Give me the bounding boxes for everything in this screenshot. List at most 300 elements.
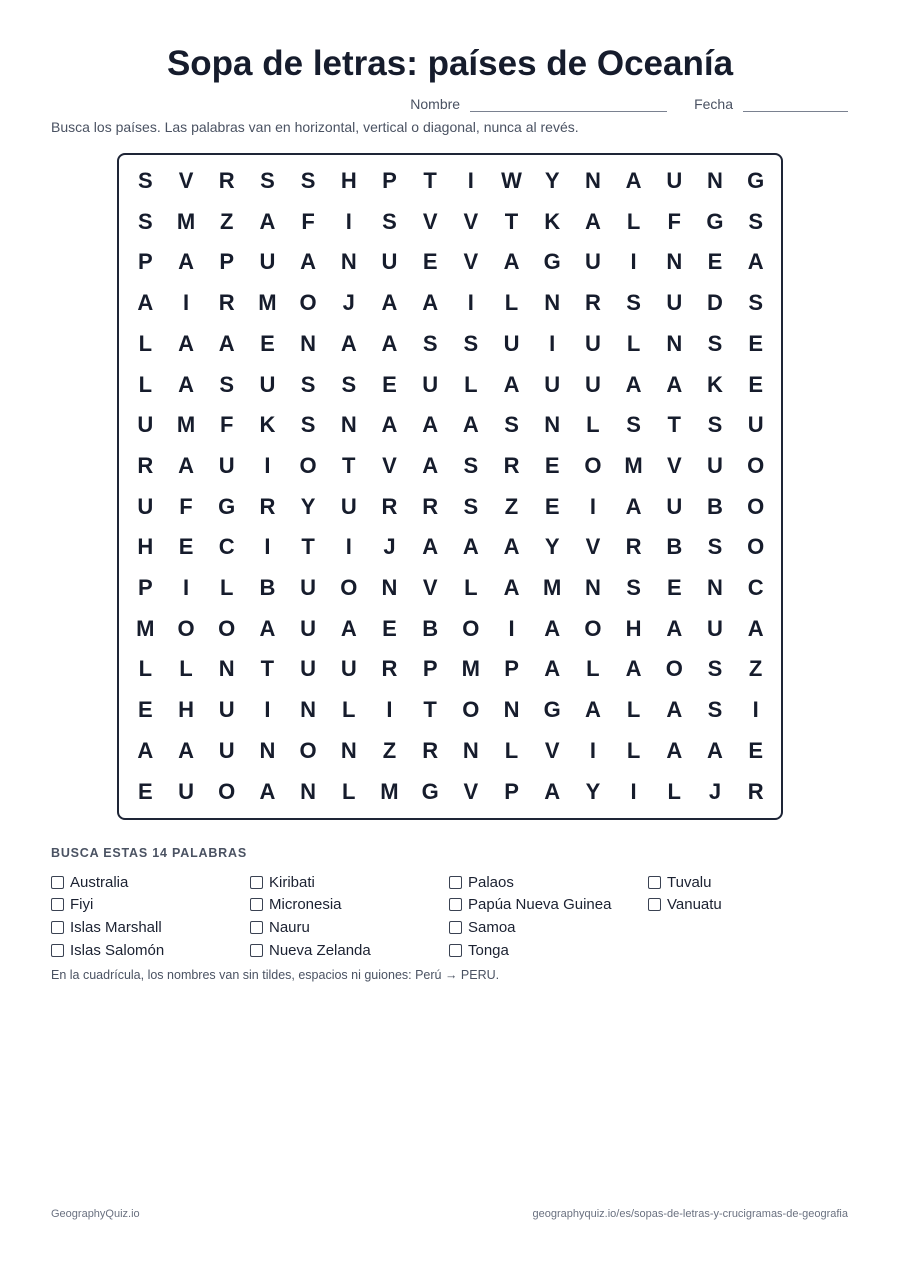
grid-cell[interactable]: U	[218, 697, 235, 723]
grid-cell[interactable]: Y	[585, 778, 601, 804]
grid-cell[interactable]: U	[422, 371, 439, 397]
grid-cell[interactable]: S	[748, 208, 763, 234]
grid-cell[interactable]: S	[341, 371, 357, 397]
grid-cell[interactable]: A	[381, 290, 398, 316]
grid-cell[interactable]: T	[423, 168, 437, 193]
grid-cell[interactable]: O	[747, 452, 765, 478]
grid-cell[interactable]: A	[625, 371, 642, 397]
grid-cell[interactable]: S	[138, 168, 153, 193]
grid-cell[interactable]: A	[625, 656, 642, 682]
grid-cell[interactable]: J	[383, 534, 396, 560]
word-item	[250, 916, 449, 939]
grid-cell[interactable]: I	[264, 697, 271, 723]
grid-cell[interactable]: U	[300, 575, 317, 600]
grid-cell[interactable]: A	[259, 778, 276, 804]
grid-cell[interactable]: P	[219, 249, 235, 275]
grid-cell[interactable]: A	[503, 371, 520, 397]
grid-cell[interactable]: N	[381, 575, 398, 600]
grid-cell[interactable]: U	[707, 452, 723, 478]
grid-cell[interactable]: I	[264, 534, 271, 560]
grid-cell[interactable]: S	[463, 452, 479, 478]
grid-cell[interactable]: L	[626, 737, 641, 763]
grid-cell[interactable]: A	[340, 615, 357, 641]
word-checkbox[interactable]	[51, 876, 64, 889]
word-label: Micronesia	[269, 896, 342, 914]
grid-cell[interactable]: V	[463, 249, 479, 275]
grid-cell[interactable]: V	[463, 778, 479, 804]
word-label: Islas Salomón	[70, 941, 165, 959]
grid-cell[interactable]: F	[179, 493, 193, 519]
footer-brand: GeographyQuiz.io	[51, 1208, 140, 1220]
grid-cell[interactable]: I	[467, 168, 474, 193]
grid-cell[interactable]: S	[626, 290, 641, 316]
grid-cell[interactable]: A	[178, 737, 194, 763]
grid-cell[interactable]: T	[260, 656, 275, 682]
grid-cell[interactable]: O	[177, 615, 195, 641]
grid-cell[interactable]: J	[708, 778, 722, 804]
word-label: Palaos	[468, 873, 514, 891]
grid-cell[interactable]: R	[422, 493, 439, 519]
grid-cell[interactable]: A	[584, 208, 601, 234]
grid-cell[interactable]: B	[422, 615, 439, 641]
grid-cell[interactable]: A	[584, 697, 601, 723]
grid-cell[interactable]: S	[382, 208, 397, 234]
grid-cell[interactable]: R	[503, 452, 520, 478]
grid-cell[interactable]: N	[584, 168, 601, 193]
grid-cell[interactable]: A	[462, 412, 479, 438]
grid-cell[interactable]: E	[748, 737, 763, 763]
grid-cell[interactable]: E	[544, 493, 560, 519]
grid-cell[interactable]: V	[178, 168, 194, 193]
grid-cell[interactable]: N	[340, 737, 357, 763]
word-checkbox[interactable]	[250, 898, 263, 911]
grid-cell[interactable]: L	[179, 656, 193, 682]
fecha-field[interactable]	[743, 96, 848, 112]
grid-cell[interactable]: A	[625, 493, 642, 519]
grid-row	[125, 772, 776, 812]
word-checkbox[interactable]	[250, 944, 263, 957]
grid-cell[interactable]: R	[747, 778, 764, 804]
grid-cell[interactable]: R	[584, 290, 601, 316]
grid-row	[125, 405, 776, 445]
grid-cell[interactable]: P	[504, 656, 519, 682]
grid-cell[interactable]: L	[626, 208, 641, 234]
grid-cell[interactable]: U	[259, 249, 276, 275]
grid-cell[interactable]: M	[380, 778, 399, 804]
grid-cell[interactable]: V	[382, 452, 397, 478]
grid-cell[interactable]: A	[707, 737, 723, 763]
grid-cell[interactable]: I	[508, 615, 515, 641]
grid-cell[interactable]: M	[176, 208, 196, 234]
grid-cell[interactable]: E	[748, 371, 763, 397]
word-item	[250, 894, 449, 917]
grid-cell[interactable]: H	[137, 534, 154, 560]
grid-cell[interactable]: A	[300, 249, 317, 275]
grid-cell[interactable]: U	[340, 656, 357, 682]
grid-cell[interactable]: O	[299, 737, 317, 763]
grid-cell[interactable]: A	[259, 615, 276, 641]
grid-cell[interactable]: U	[300, 656, 317, 682]
grid-cell[interactable]: V	[463, 208, 479, 234]
grid-cell[interactable]: E	[422, 249, 438, 275]
grid-cell[interactable]: P	[382, 168, 397, 193]
grid-cell[interactable]: S	[707, 656, 723, 682]
grid-cell[interactable]: A	[503, 534, 520, 560]
grid-cell[interactable]: P	[138, 575, 153, 600]
grid-cell[interactable]: J	[342, 290, 355, 316]
grid-cell[interactable]: P	[138, 249, 153, 275]
grid-cell[interactable]: N	[462, 737, 479, 763]
grid-cell[interactable]: G	[218, 493, 236, 519]
grid-cell[interactable]: O	[218, 615, 236, 641]
grid-cell[interactable]: O	[584, 452, 602, 478]
grid-cell[interactable]: T	[423, 697, 437, 723]
grid-cell[interactable]: O	[299, 290, 317, 316]
grid-cell[interactable]: T	[342, 452, 356, 478]
grid-cell[interactable]: H	[178, 697, 194, 723]
grid-cell[interactable]: M	[543, 575, 562, 600]
grid-cell[interactable]: R	[137, 452, 154, 478]
grid-cell[interactable]: L	[586, 412, 600, 438]
grid-cell[interactable]: L	[464, 575, 478, 600]
grid-cell[interactable]: U	[584, 249, 601, 275]
grid-cell[interactable]: I	[386, 697, 393, 723]
grid-cell[interactable]: G	[543, 697, 561, 723]
grid-cell[interactable]: A	[747, 249, 764, 275]
grid-cell[interactable]: N	[584, 575, 601, 600]
grid-cell[interactable]: A	[178, 330, 194, 356]
grid-cell[interactable]: P	[422, 656, 438, 682]
word-checkbox[interactable]	[449, 898, 462, 911]
grid-cell[interactable]: E	[382, 615, 397, 641]
grid-cell[interactable]: S	[463, 493, 479, 519]
grid-cell[interactable]: U	[300, 615, 317, 641]
grid-cell[interactable]: A	[137, 737, 154, 763]
grid-cell[interactable]: A	[544, 778, 561, 804]
grid-cell[interactable]: V	[422, 575, 438, 600]
grid-cell[interactable]: U	[666, 493, 683, 519]
grid-cell[interactable]: A	[544, 656, 561, 682]
grid-cell[interactable]: A	[178, 452, 194, 478]
grid-cell[interactable]: A	[503, 575, 520, 600]
grid-cell[interactable]: L	[464, 371, 478, 397]
grid-cell[interactable]: R	[381, 656, 398, 682]
grid-row	[125, 527, 776, 567]
grid-cell[interactable]: I	[589, 737, 596, 763]
grid-cell[interactable]: U	[137, 493, 154, 519]
grid-cell[interactable]: F	[219, 412, 234, 438]
grid-cell[interactable]: O	[665, 656, 683, 682]
nombre-label: Nombre	[410, 96, 461, 112]
grid-cell[interactable]: A	[422, 290, 439, 316]
grid-cell[interactable]: O	[747, 493, 765, 519]
grid-cell[interactable]: L	[219, 575, 234, 600]
grid-cell[interactable]: I	[752, 697, 759, 723]
grid-cell[interactable]: I	[182, 290, 190, 316]
grid-cell[interactable]: T	[504, 208, 519, 234]
grid-cell[interactable]: P	[504, 778, 519, 804]
grid-cell[interactable]: S	[748, 290, 763, 316]
grid-cell[interactable]: O	[462, 697, 480, 723]
grid-cell[interactable]: I	[345, 208, 352, 234]
grid-cell[interactable]: U	[747, 412, 764, 438]
grid-cell[interactable]: B	[259, 575, 276, 600]
grid-cell[interactable]: A	[462, 534, 479, 560]
grid-cell[interactable]: N	[340, 412, 357, 438]
grid-cell[interactable]: N	[340, 249, 357, 275]
grid-cell[interactable]: A	[666, 737, 683, 763]
grid-cell[interactable]: S	[707, 412, 723, 438]
grid-cell[interactable]: A	[544, 615, 561, 641]
grid-cell[interactable]: A	[666, 615, 683, 641]
grid-cell[interactable]: E	[544, 452, 560, 478]
nombre-field[interactable]	[470, 96, 667, 112]
grid-cell[interactable]: G	[421, 778, 439, 804]
grid-cell[interactable]: B	[707, 493, 723, 519]
word-label: Islas Marshall	[70, 918, 162, 936]
word-item	[449, 871, 648, 894]
grid-cell[interactable]: R	[218, 290, 235, 316]
grid-cell[interactable]: O	[584, 615, 602, 641]
grid-cell[interactable]: I	[264, 452, 271, 478]
grid-cell[interactable]: N	[707, 575, 723, 600]
grid-cell[interactable]: V	[544, 737, 560, 763]
grid-cell[interactable]: U	[666, 168, 683, 193]
grid-cell[interactable]: U	[218, 737, 235, 763]
grid-cell[interactable]: O	[299, 452, 317, 478]
grid-note: En la cuadrícula, los nombres van sin tildes, espacios ni guiones: Perú → PERU.	[51, 968, 500, 982]
grid-cell[interactable]: L	[138, 371, 153, 397]
word-label: Tuvalu	[667, 873, 712, 891]
grid-cell[interactable]: N	[666, 330, 683, 356]
grid-cell[interactable]: E	[178, 534, 194, 560]
grid-cell[interactable]: M	[624, 452, 643, 478]
grid-cell[interactable]: D	[707, 290, 723, 316]
grid-cell[interactable]: H	[340, 168, 357, 193]
word-list	[51, 871, 851, 963]
word-checkbox[interactable]	[51, 921, 64, 934]
grid-cell[interactable]: A	[666, 697, 683, 723]
grid-cell[interactable]: A	[340, 330, 357, 356]
grid-cell[interactable]: N	[544, 412, 561, 438]
grid-cell[interactable]: A	[259, 208, 276, 234]
grid-cell[interactable]: M	[461, 656, 480, 682]
grid-cell[interactable]: M	[258, 290, 277, 316]
word-item	[51, 894, 250, 917]
grid-cell[interactable]: U	[218, 452, 235, 478]
grid-row	[125, 161, 776, 201]
grid-cell[interactable]: L	[138, 656, 153, 682]
grid-cell[interactable]: N	[218, 656, 235, 682]
word-checkbox[interactable]	[250, 876, 263, 889]
grid-cell[interactable]: N	[259, 737, 276, 763]
grid-cell[interactable]: L	[586, 656, 600, 682]
grid-cell[interactable]: S	[504, 412, 519, 438]
grid-cell[interactable]: A	[137, 290, 154, 316]
grid-cell[interactable]: Z	[748, 656, 763, 682]
grid-cell[interactable]: I	[467, 290, 474, 316]
grid-row	[125, 609, 776, 649]
grid-cell[interactable]: S	[626, 575, 641, 600]
grid-cell[interactable]: C	[218, 534, 235, 560]
grid-cell[interactable]: M	[176, 412, 196, 438]
word-label: Kiribati	[269, 873, 315, 891]
grid-cell[interactable]: O	[340, 575, 358, 600]
grid-cell[interactable]: Z	[219, 208, 234, 234]
grid-cell[interactable]: Y	[544, 534, 560, 560]
grid-cell[interactable]: L	[342, 778, 356, 804]
grid-cell[interactable]: B	[666, 534, 683, 560]
grid-cell[interactable]: N	[707, 168, 723, 193]
grid-cell[interactable]: U	[666, 290, 683, 316]
grid-cell[interactable]: V	[666, 452, 682, 478]
grid-cell[interactable]: A	[178, 249, 194, 275]
grid-cell[interactable]: T	[301, 534, 315, 560]
grid-cell[interactable]: S	[463, 330, 479, 356]
grid-cell[interactable]: A	[422, 452, 439, 478]
grid-cell[interactable]: O	[747, 534, 765, 560]
grid-cell[interactable]: N	[503, 697, 520, 723]
grid-cell[interactable]: U	[503, 330, 520, 356]
grid-cell[interactable]: A	[218, 330, 235, 356]
word-checkbox[interactable]	[449, 876, 462, 889]
grid-cell[interactable]: I	[589, 493, 596, 519]
grid-row	[125, 649, 776, 689]
grid-cell[interactable]: T	[667, 412, 681, 438]
grid-cell[interactable]: A	[422, 534, 439, 560]
grid-cell[interactable]: O	[462, 615, 480, 641]
grid-cell[interactable]: Z	[382, 737, 397, 763]
word-checkbox[interactable]	[449, 944, 462, 957]
grid-cell[interactable]: W	[501, 168, 522, 193]
grid-cell[interactable]: G	[706, 208, 724, 234]
grid-cell[interactable]: A	[381, 330, 398, 356]
grid-cell[interactable]: O	[218, 778, 236, 804]
grid-cell[interactable]: U	[707, 615, 723, 641]
grid-cell[interactable]: N	[544, 290, 561, 316]
grid-cell[interactable]: K	[707, 371, 723, 397]
grid-cell[interactable]: A	[666, 371, 683, 397]
word-label: Papúa Nueva Guinea	[468, 896, 612, 914]
grid-cell[interactable]: S	[260, 168, 275, 193]
grid-cell[interactable]: V	[422, 208, 438, 234]
grid-cell[interactable]: L	[667, 778, 681, 804]
grid-cell[interactable]: L	[626, 697, 641, 723]
word-checkbox[interactable]	[648, 898, 661, 911]
grid-cell[interactable]: N	[300, 778, 317, 804]
word-checkbox[interactable]	[648, 876, 661, 889]
grid-cell[interactable]: R	[259, 493, 276, 519]
grid-cell[interactable]: E	[138, 697, 153, 723]
grid-cell[interactable]: G	[543, 249, 561, 275]
grid-cell[interactable]: E	[748, 330, 763, 356]
grid-cell[interactable]: E	[260, 330, 275, 356]
grid-cell[interactable]: U	[137, 412, 154, 438]
grid-cell[interactable]: I	[630, 249, 637, 275]
grid-cell[interactable]: H	[625, 615, 642, 641]
grid-cell[interactable]: R	[422, 737, 439, 763]
grid-cell[interactable]: U	[584, 330, 601, 356]
grid-cell[interactable]: U	[259, 371, 276, 397]
word-item	[51, 916, 250, 939]
grid-cell[interactable]: U	[340, 493, 357, 519]
word-item	[449, 939, 648, 962]
grid-cell[interactable]: A	[381, 412, 398, 438]
grid-cell[interactable]: L	[342, 697, 356, 723]
grid-cell[interactable]: A	[178, 371, 194, 397]
grid-cell[interactable]: L	[626, 330, 641, 356]
grid-cell[interactable]: I	[345, 534, 352, 560]
grid-cell[interactable]: N	[300, 697, 317, 723]
grid-cell[interactable]: E	[707, 249, 723, 275]
word-label: Fiyi	[70, 896, 94, 914]
grid-cell[interactable]: S	[138, 208, 153, 234]
grid-cell[interactable]: S	[626, 412, 641, 438]
grid-cell[interactable]: I	[549, 330, 556, 356]
grid-cell[interactable]: R	[218, 168, 235, 193]
grid-cell[interactable]: C	[747, 575, 764, 600]
word-label: Tonga	[468, 941, 509, 959]
grid-cell[interactable]: A	[422, 412, 439, 438]
grid-cell[interactable]: R	[381, 493, 398, 519]
grid-cell[interactable]: S	[300, 371, 316, 397]
grid-cell[interactable]: V	[585, 534, 601, 560]
grid-cell[interactable]: I	[630, 778, 637, 804]
grid-cell[interactable]: A	[747, 615, 764, 641]
grid-cell[interactable]: L	[504, 737, 519, 763]
grid-cell[interactable]: S	[300, 168, 316, 193]
grid-cell[interactable]: N	[666, 249, 683, 275]
grid-cell[interactable]: E	[666, 575, 682, 600]
word-checkbox[interactable]	[51, 944, 64, 957]
grid-cell[interactable]: S	[707, 534, 723, 560]
grid-cell[interactable]: K	[544, 208, 561, 234]
grid-cell[interactable]: E	[382, 371, 397, 397]
grid-cell[interactable]: Y	[300, 493, 316, 519]
grid-cell[interactable]: R	[625, 534, 642, 560]
grid-cell[interactable]: S	[422, 330, 438, 356]
grid-cell[interactable]: Y	[544, 168, 560, 193]
grid-cell[interactable]: U	[381, 249, 398, 275]
grid-cell[interactable]: S	[707, 330, 723, 356]
word-checkbox[interactable]	[250, 921, 263, 934]
grid-cell[interactable]: S	[219, 371, 235, 397]
grid-cell[interactable]: L	[504, 290, 519, 316]
grid-cell[interactable]: F	[301, 208, 315, 234]
word-checkbox[interactable]	[51, 898, 64, 911]
grid-cell[interactable]: U	[544, 371, 561, 397]
word-search-grid	[117, 153, 783, 820]
grid-row	[125, 568, 776, 608]
grid-cell[interactable]: L	[138, 330, 153, 356]
grid-cell[interactable]: A	[503, 249, 520, 275]
grid-cell[interactable]: F	[667, 208, 681, 234]
grid-cell[interactable]: Z	[504, 493, 519, 519]
grid-cell[interactable]: I	[182, 575, 190, 600]
word-checkbox[interactable]	[449, 921, 462, 934]
grid-cell[interactable]: G	[747, 168, 765, 193]
grid-cell[interactable]: M	[136, 615, 155, 641]
grid-cell[interactable]: U	[584, 371, 601, 397]
words-heading: BUSCA ESTAS 14 PALABRAS	[51, 846, 247, 860]
grid-cell[interactable]: S	[707, 697, 723, 723]
grid-cell[interactable]: A	[625, 168, 642, 193]
grid-cell[interactable]: U	[178, 778, 194, 804]
grid-cell[interactable]: S	[300, 412, 316, 438]
grid-cell[interactable]: K	[259, 412, 276, 438]
grid-cell[interactable]: E	[138, 778, 153, 804]
grid-cell[interactable]: N	[300, 330, 317, 356]
